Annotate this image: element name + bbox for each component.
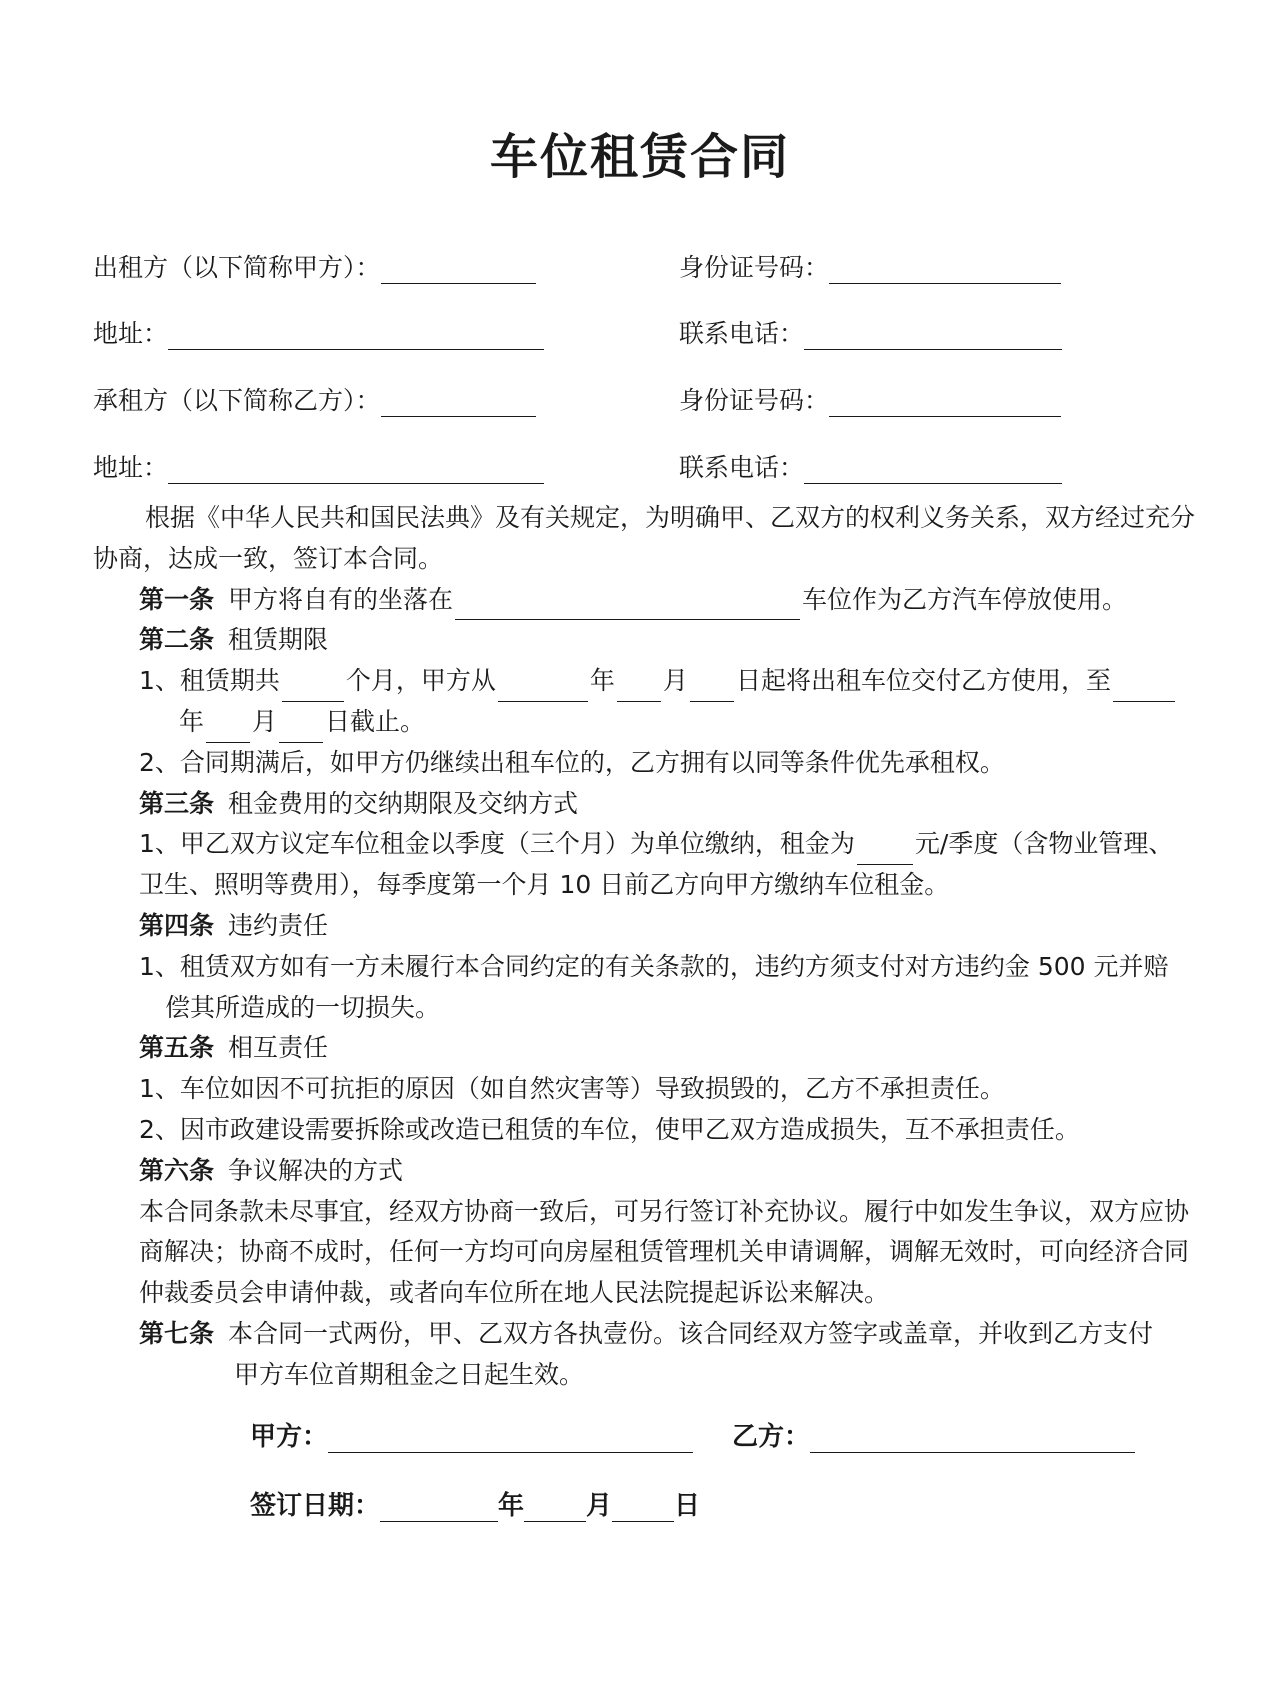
article-4-item-1: 1、租赁双方如有一方未履行本合同约定的有关条款的，违约方须支付对方违约金 500 元并赔	[139, 951, 1169, 981]
lessee-id-label: 身份证号码：	[679, 386, 830, 415]
article-2-item-1	[93, 661, 1197, 702]
article-6-label: 第六条	[139, 1155, 215, 1185]
signing-year-blank[interactable]	[380, 1493, 498, 1522]
lessor-address-field	[93, 314, 544, 350]
article-4-item-1-cont: 偿其所造成的一切损失。	[165, 992, 441, 1022]
article-3-item-1	[93, 824, 1197, 906]
lessee-label: 承租方（以下简称乙方）：	[93, 386, 381, 415]
lessee-id-blank[interactable]	[829, 390, 1061, 417]
article-7-line-1: 本合同一式两份，甲、乙双方各执壹份。该合同经双方签字或盖章，并收到乙方支付	[228, 1318, 1154, 1348]
lease-term-text-7: 月	[252, 706, 278, 736]
lessor-id-field	[679, 248, 1061, 284]
article-1	[93, 580, 1197, 621]
lessee-blank[interactable]	[381, 390, 536, 417]
lessor-contact-row	[93, 314, 1193, 354]
lessee-row	[93, 381, 1193, 421]
signing-day-label: 日	[674, 1491, 701, 1521]
party-b-label: 乙方：	[732, 1422, 811, 1452]
article-7-cont	[93, 1355, 1197, 1396]
lessee-address-blank[interactable]	[168, 457, 544, 484]
article-4-heading	[93, 906, 1197, 947]
end-month-blank[interactable]	[206, 714, 250, 743]
lessor-id-blank[interactable]	[829, 257, 1061, 284]
article-2-label: 第二条	[139, 625, 215, 655]
lessee-address-field	[93, 448, 544, 484]
signing-date-label: 签订日期：	[250, 1491, 381, 1521]
party-b-signature-blank[interactable]	[810, 1424, 1135, 1453]
article-5-heading	[93, 1028, 1197, 1069]
end-year-blank-part[interactable]	[1113, 673, 1175, 702]
lease-months-blank[interactable]	[282, 673, 344, 702]
signing-month-label: 月	[586, 1491, 613, 1521]
article-4-title: 违约责任	[228, 910, 329, 940]
article-2-title: 租赁期限	[228, 625, 329, 655]
document-title: 车位租赁合同	[489, 129, 790, 185]
lessor-phone-label: 联系电话：	[679, 319, 805, 348]
preamble: 根据《中华人民共和国民法典》及有关规定，为明确甲、乙双方的权利义务关系，双方经过充分协商，达成一致，签订本合同。	[93, 503, 1196, 573]
article-7	[93, 1314, 1197, 1355]
lease-term-text-2: 个月，甲方从	[345, 666, 496, 696]
party-a-label: 甲方：	[250, 1422, 329, 1452]
lessor-address-label: 地址：	[93, 319, 169, 348]
lessee-phone-field	[679, 448, 1062, 484]
article-6-title: 争议解决的方式	[228, 1155, 404, 1185]
lessee-contact-row	[93, 448, 1193, 488]
lessee-address-label: 地址：	[93, 453, 169, 482]
lease-term-text-4: 月	[662, 666, 688, 696]
lease-term-text-8: 日截止。	[325, 706, 426, 736]
lessor-phone-blank[interactable]	[804, 323, 1062, 350]
article-3-label: 第三条	[139, 788, 215, 818]
article-6-text: 本合同条款未尽事宜，经双方协商一致后，可另行签订补充协议。履行中如发生争议，双方应协商解决；协商不成时，任何一方均可向房屋租赁管理机关申请调解，调解无效时，可向经济合同仲裁委员会申请仲裁，或者向车位所在地人民法院提起诉讼来解决。	[139, 1196, 1190, 1308]
party-a-signature	[250, 1416, 693, 1453]
lessor-label: 出租方（以下简称甲方）：	[93, 253, 381, 282]
lessor-id-label: 身份证号码：	[679, 253, 830, 282]
signing-day-blank[interactable]	[612, 1493, 674, 1522]
contract-body	[93, 498, 1197, 1396]
lessor-phone-field	[679, 314, 1062, 350]
article-5-title: 相互责任	[228, 1033, 329, 1063]
signing-year-label: 年	[498, 1491, 525, 1521]
parking-location-blank[interactable]	[455, 591, 800, 620]
article-1-label: 第一条	[139, 584, 215, 614]
article-6-heading	[93, 1151, 1197, 1192]
article-2-item-2: 2、合同期满后，如甲方仍继续出租车位的，乙方拥有以同等条件优先承租权。	[139, 747, 1005, 777]
article-3-title: 租金费用的交纳期限及交纳方式	[228, 788, 579, 818]
lessee-phone-label: 联系电话：	[679, 453, 805, 482]
lease-term-text-1: 1、租赁期共	[139, 666, 280, 696]
lease-term-text-3: 年	[589, 666, 615, 696]
lessee-phone-blank[interactable]	[804, 457, 1062, 484]
article-4-label: 第四条	[139, 910, 215, 940]
start-year-blank[interactable]	[498, 673, 588, 702]
lease-term-text-5: 日起将出租车位交付乙方使用，至	[735, 666, 1111, 696]
lessee-id-field	[679, 381, 1061, 417]
article-7-line-2: 甲方车位首期租金之日起生效。	[234, 1359, 585, 1389]
rent-text-before: 1、甲乙双方议定车位租金以季度（三个月）为单位缴纳，租金为	[139, 829, 855, 859]
article-5-item-1: 1、车位如因不可抗拒的原因（如自然灾害等）导致损毁的，乙方不承担责任。	[139, 1074, 1005, 1104]
lessor-blank[interactable]	[381, 257, 536, 284]
party-a-signature-blank[interactable]	[328, 1424, 693, 1453]
lessor-row	[93, 248, 1193, 288]
lessor-field	[93, 248, 536, 284]
article-3-heading	[93, 784, 1197, 825]
lessor-address-blank[interactable]	[168, 323, 544, 350]
article-1-text-before: 甲方将自有的坐落在	[228, 584, 454, 614]
article-5-label: 第五条	[139, 1033, 215, 1063]
article-5-item-2: 2、因市政建设需要拆除或改造已租赁的车位，使甲乙双方造成损失，互不承担责任。	[139, 1114, 1080, 1144]
start-month-blank[interactable]	[617, 673, 661, 702]
start-day-blank[interactable]	[690, 673, 734, 702]
signing-date	[250, 1485, 700, 1522]
article-7-label: 第七条	[139, 1318, 215, 1348]
lessee-field	[93, 381, 536, 417]
article-2-heading	[93, 620, 1197, 661]
lease-term-text-6: 年	[179, 706, 205, 736]
article-1-text-after: 车位作为乙方汽车停放使用。	[802, 584, 1128, 614]
end-day-blank[interactable]	[279, 714, 323, 743]
rent-text-after: 元/季度（含物业管理、卫生、照明等费用），每季度第一个月 10 日前乙方向甲方缴纳车位租金。	[139, 829, 1174, 900]
rent-amount-blank[interactable]	[857, 836, 913, 865]
party-b-signature	[732, 1416, 1135, 1453]
signing-month-blank[interactable]	[524, 1493, 586, 1522]
article-2-item-1-cont	[93, 702, 1197, 743]
